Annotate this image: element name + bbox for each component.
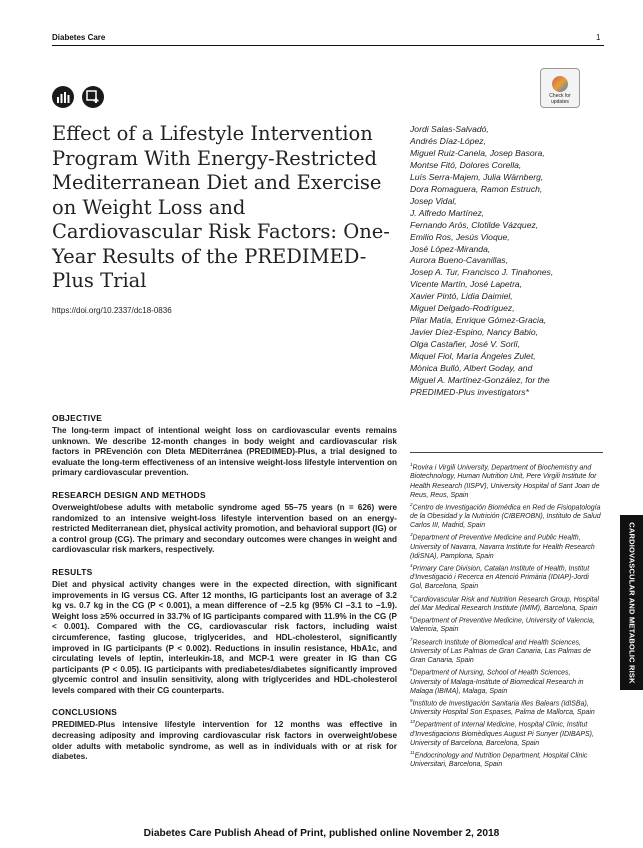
- badge-line1: Check for: [549, 93, 571, 99]
- author-line: Dora Romaguera, Ramon Estruch,: [410, 183, 543, 194]
- affiliation-list: [410, 460, 603, 769]
- methods-heading: RESEARCH DESIGN AND METHODS: [52, 489, 206, 500]
- affiliation-rule: [410, 452, 603, 453]
- bar-chart-icon[interactable]: [52, 86, 74, 108]
- article-title: Effect of a Lifestyle Intervention Program With Energy-Restricted Mediterranean Diet and Exercise on Weight Loss and Cardiovascular Risk Factors: One-Year Results of the PREDIMED-Plus Trial: [52, 122, 390, 292]
- author-line: J. Alfredo Martínez,: [410, 207, 485, 218]
- side-tab-label: CARDIOVASCULAR AND METABOLIC RISK: [627, 521, 636, 684]
- author-list: [410, 124, 600, 399]
- author-line: Luís Serra-Majem, Julia Wärnberg,: [410, 171, 544, 182]
- author-line: Miguel Ruiz-Canela, Josep Basora,: [410, 147, 545, 158]
- author-line: José López-Miranda,: [410, 243, 491, 254]
- conclusions-text: PREDIMED-Plus intensive lifestyle intervention for 12 months was effective in decreasing adiposity and improving cardiovascular risk factors in overweight/obese older adults with metabolic syndrome, as well as in individuals with or at risk for diabetes.: [52, 720, 397, 762]
- journal-name: Diabetes Care: [52, 33, 106, 42]
- update-icon: [552, 76, 568, 92]
- affiliation-item: $^8$Department of Nursing, School of Health Sciences, University of Malaga-Institute of Biomedical Research in Malaga (IBIMA), Malaga, Spain: [410, 667, 584, 695]
- results-heading: RESULTS: [52, 566, 93, 577]
- author-line: Josep Vidal,: [410, 195, 457, 206]
- author-line: Miguel A. Martínez-González, for the: [410, 375, 550, 386]
- page-number: 1: [596, 33, 601, 42]
- author-line: Montse Fitó, Dolores Corella,: [410, 159, 522, 170]
- affiliation-item: $^{10}$Department of Internal Medicine, Hospital Clinic, Institut d'Investigacions Biomèdiques August Pi Sunyer (IDIBAPS), University of Barcelona, Barcelona, Spain: [410, 719, 594, 747]
- affiliation-item: $^7$Research Institute of Biomedical and Health Sciences, University of Las Palmas de Gran Canaria, Las Palmas de Gran Canaria, Spain: [410, 636, 591, 665]
- author-line: Josep A. Tur, Francisco J. Tinahones,: [410, 267, 554, 278]
- affiliation-item: $^{11}$Endocrinology and Nutrition Department, Hospital Clinic Universitari, Barcelona, Spain: [410, 749, 588, 769]
- results-text: Diet and physical activity changes were in the expected direction, with significant improvements in IG versus CG. After 12 months, IG participants lost an average of 3.2 kg vs. 0.7 kg in the CG (P < 0.001), a mean difference of −2.5 kg (95% CI −3.1 to −1.9). Weight loss ≥5% occurred in 33.7% of IG participants compared with 11.9% in the CG (P < 0.001). Compared with the CG, cardiovascular risk factors, including waist circumference, fasting glucose, triglycerides, and HDL-cholesterol, significantly improved in IG participants (P < 0.002). Reductions in insulin resistance, HbA1c, and circulating levels of leptin, interleukin-18, and MCP-1 were greater in IG than CG participants (P < 0.05). IG participants with prediabetes/diabetes significantly improved glycemic control and insulin sensitivity, along with triglycerides and HDL-cholesterol levels compared with their CG counterparts.: [52, 579, 397, 695]
- publication-footer: Diabetes Care Publish Ahead of Print, published online November 2, 2018: [143, 828, 500, 839]
- author-line: Fernando Arós, Clotilde Vázquez,: [410, 219, 539, 230]
- box-plus-icon[interactable]: [82, 86, 104, 108]
- author-line: Miguel Delgado-Rodríguez,: [410, 303, 515, 314]
- affiliation-item: $^3$Department of Preventive Medicine and Public Health, University of Navarra, Navarra Institute for Health Research (IdiSNA), Pamplona, Spain: [410, 532, 595, 560]
- header-rule: [52, 45, 604, 46]
- doi-link[interactable]: https://doi.org/10.2337/dc18-0836: [52, 306, 172, 315]
- badge-line2: updates: [551, 98, 569, 105]
- author-line: Pilar Matía, Enrique Gómez-Gracia,: [410, 315, 547, 326]
- author-line: Andrés Díaz-López,: [410, 135, 486, 146]
- affiliation-item: $^4$Primary Care Division, Catalan Institute of Health, Institut d'Investigació i Recerca en Atenció Primària (IDIAP)-Jordi Gol, Barcelona, Spain: [410, 562, 590, 591]
- author-line: Miquel Fiol, María Ángeles Zulet,: [410, 351, 536, 362]
- author-line: Olga Castañer, José V. Sorlí,: [410, 339, 521, 350]
- author-line: PREDIMED-Plus investigators*: [410, 386, 529, 397]
- objective-text: The long-term impact of intentional weight loss on cardiovascular events remains unknown. We describe 12-month changes in body weight and cardiovascular risk factors in PREvención con DIeta MEDiterránea (PREDIMED)-Plus, a trial designed to evaluate the long-term effectiveness of an intensive weight-loss lifestyle intervention on primary cardiovascular prevention.: [52, 426, 397, 478]
- affiliation-item: $^9$Instituto de Investigación Sanitaria Illes Balears (IdISBa), University Hospital Son Espases, Palma de Mallorca, Spain: [410, 697, 595, 717]
- section-side-tab: [620, 515, 643, 690]
- author-line: Xavier Pintó, Lidia Daimiel,: [410, 291, 513, 302]
- author-line: Emilio Ros, Jesús Vioque,: [410, 231, 510, 242]
- article-icons: [52, 86, 104, 108]
- affiliation-item: $^2$Centro de Investigación Biomédica en Red de Fisiopatología de la Obesidad y la Nutrición (CIBEROBN), Instituto de Salud Carlos III, Madrid, Spain: [410, 501, 601, 530]
- author-line: Mònica Bulló, Albert Goday, and: [410, 363, 533, 374]
- author-line: Vicente Martín, José Lapetra,: [410, 279, 523, 290]
- affiliation-item: $^6$Department of Preventive Medicine, University of Valencia, Valencia, Spain: [410, 615, 595, 634]
- conclusions-heading: CONCLUSIONS: [52, 707, 118, 718]
- affiliation-item: $^5$Cardiovascular Risk and Nutrition Research Group, Hospital del Mar Medical Research Institute (IMIM), Barcelona, Spain: [410, 593, 599, 612]
- author-line: Jordi Salas-Salvadó,: [410, 124, 489, 134]
- author-line: Aurora Bueno-Cavanillas,: [410, 255, 508, 266]
- affiliation-item: $^1$Rovira i Virgili University, Department of Biochemistry and Biotechnology, Human Nutrition Unit, Pere Virgili Institute for Health Research (IISPV), University Hospital of Sant Joan de Reus, Reus, Spain: [410, 462, 600, 499]
- abstract: [52, 413, 397, 774]
- author-line: Javier Díez-Espino, Nancy Babio,: [410, 327, 539, 338]
- check-for-updates-badge[interactable]: [540, 68, 580, 108]
- methods-text: Overweight/obese adults with metabolic syndrome aged 55–75 years (n = 626) were randomized to an intensive weight-loss lifestyle intervention based on an energy-restricted Mediterranean diet, physical activity promotion, and behavioral support (IG) or a control group (CG). The primary and secondary outcomes were changes in weight and cardiovascular risk markers, respectively.: [52, 502, 397, 555]
- objective-heading: OBJECTIVE: [52, 413, 103, 423]
